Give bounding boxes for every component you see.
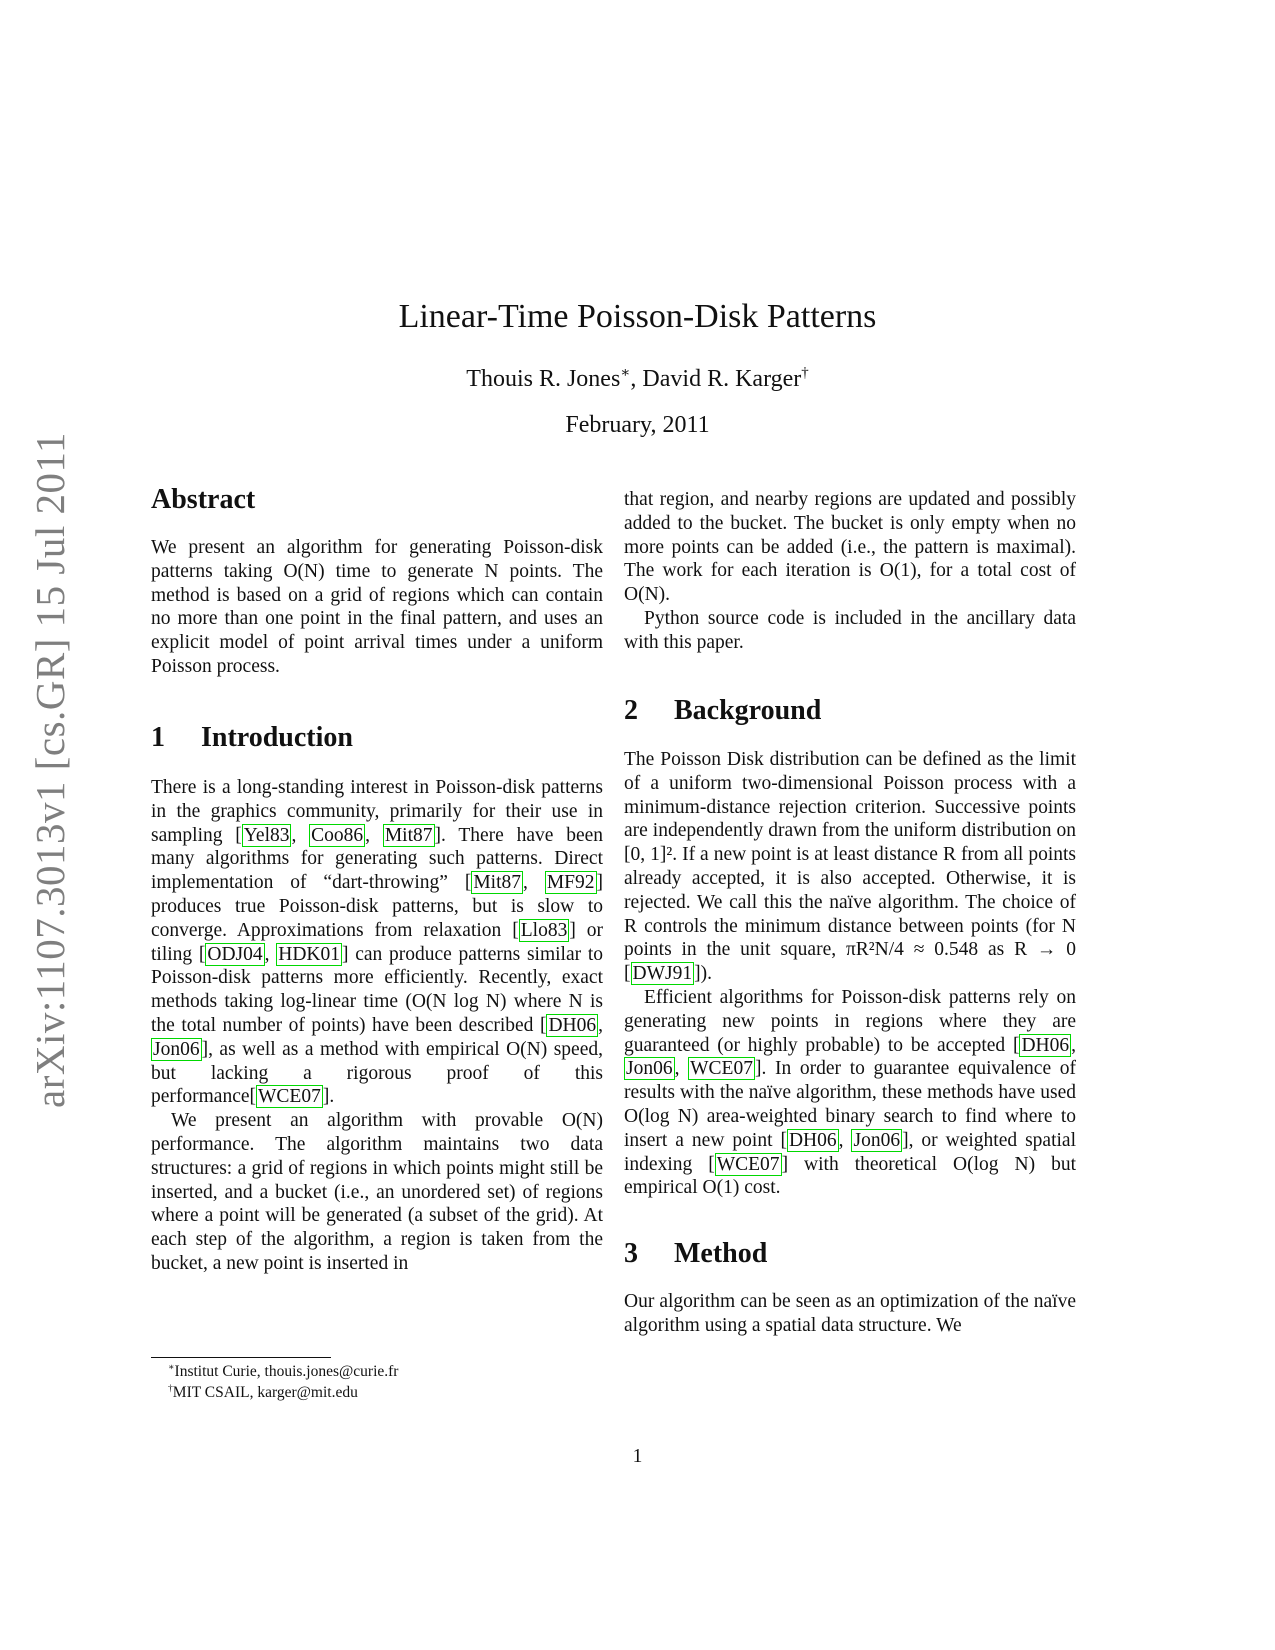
citation-link[interactable]: Mit87 (384, 824, 433, 846)
author-list: Thouis R. Jones∗, David R. Karger† (466, 365, 809, 392)
citation-link[interactable]: DH06 (788, 1129, 837, 1151)
background-paragraph: Efficient algorithms for Poisson-disk patterns rely on generating new points in regions where they are guaranteed (or highly probable) to be accepted [ DH06 , Jon06 , WCE07 ]. In order to guarantee equivalence of results with the naïve algorithm, these methods have used O(log N) area-weighted binary search to find where to insert a new point [ DH06 , Jon06 ], or weighted spatial indexing [ WCE07 ] with theoretical O(log N) but empirical O(1) cost. (624, 986, 1077, 1199)
author-jones: Thouis R. Jones (466, 366, 621, 392)
footnote-rule (151, 1357, 331, 1358)
background-paragraph: The Poisson Disk distribution can be defined as the limit of a uniform two-dimensional Poisson process with a minimum-distance rejection criterion. Successive points are independently drawn from the uniform distribution on [0, 1]². If a new point is at least distance R from all points already accepted, it is also accepted. Otherwise, it is rejected. We call this the naïve algorithm. The choice of R controls the minimum distance between points (for N points in the unit square, πR²N/4 ≈ 0.548 as R → 0 [ DWJ91 ]). (624, 749, 1076, 985)
author-karger: David R. Karger (642, 366, 802, 392)
citation-link[interactable]: WCE07 (258, 1086, 321, 1108)
abstract-body (151, 536, 603, 679)
intro-continuation (624, 488, 1076, 655)
intro-paragraph: that region, and nearby regions are updated and possibly added to the bucket. The bucket is only empty when no more points can be added (i.e., the pattern is maximal). The work for each iteration is O(1), for a total cost of O(N). (624, 489, 1076, 606)
citation-link[interactable]: Coo86 (311, 824, 364, 846)
intro-paragraph: We present an algorithm with provable O(N) performance. The algorithm maintains two data structures: a grid of regions in which points might still be inserted, and a bucket (i.e., an unordered set) of regions where a point will be generated (a subset of the grid). At each step of the algorithm, a region is taken from the bucket, a new point is inserted in (151, 1110, 603, 1274)
intro-paragraph: There is a long-standing interest in Poisson-disk patterns in the graphics community, primarily for their use in sampling [ Yel83 , Coo86 , Mit87 ]. There have been many algorithms for generating such patterns. Direct implementation of “dart-throwing” [ Mit87 , MF92 ] produces true Poisson-disk patterns, but is slow to converge. Approximations from relaxation [ Llo83 ] or tiling [ ODJ04 , HDK01 ] can produce patterns similar to Poisson-disk patterns more efficiently. Recently, exact methods taking log-linear time (O(N log N) where N is the total number of points) have been described [ DH06 , Jon06 ], as well as a method with empirical O(N) speed, but lacking a rigorous proof of this performance[ WCE07 ]. (151, 777, 603, 1108)
abstract-heading: Abstract (151, 484, 256, 515)
citation-link[interactable]: Mit87 (473, 872, 522, 894)
arxiv-identifier: arXiv:1107.3013v1 [cs.GR] 15 Jul 2011 (27, 432, 73, 1108)
citation-link[interactable]: DWJ91 (632, 963, 693, 985)
citation-link[interactable]: Jon06 (626, 1058, 673, 1080)
intro-paragraph: Python source code is included in the ancillary data with this paper. (624, 607, 1076, 653)
citation-link[interactable]: Jon06 (153, 1038, 200, 1060)
citation-link[interactable]: ODJ04 (207, 943, 263, 965)
footnote: †MIT CSAIL, karger@mit.edu (168, 1382, 358, 1401)
citation-link[interactable]: MF92 (546, 872, 595, 894)
paper-title: Linear-Time Poisson-Disk Patterns (398, 298, 877, 335)
citation-link[interactable]: WCE07 (690, 1058, 753, 1080)
section-heading-method: 3 Method (624, 1238, 768, 1269)
section-heading-background: 2 Background (624, 695, 822, 726)
footnote-mark: ∗ (620, 365, 631, 381)
page-number: 1 (632, 1446, 643, 1467)
method-paragraph: Our algorithm can be seen as an optimization of the naïve algorithm using a spatial data structure. We (624, 1291, 1076, 1336)
citation-link[interactable]: Llo83 (520, 919, 568, 941)
footnote: ∗Institut Curie, thouis.jones@curie.fr (168, 1361, 399, 1380)
introduction-body (151, 776, 603, 1276)
publication-date: February, 2011 (565, 412, 710, 438)
method-body (624, 1290, 1076, 1338)
citation-link[interactable]: Yel83 (243, 824, 290, 846)
background-body (624, 748, 1076, 1200)
section-heading-introduction: 1 Introduction (151, 722, 353, 753)
citation-link[interactable]: HDK01 (278, 943, 340, 965)
footnote-mark: † (801, 365, 809, 381)
abstract-text: We present an algorithm for generating Poisson-disk patterns taking O(N) time to generate N points. The method is based on a grid of regions which can contain no more than one point in the final pattern, and uses an explicit model of point arrival times under a uniform Poisson process. (151, 537, 603, 677)
citation-link[interactable]: Jon06 (853, 1129, 901, 1151)
citation-link[interactable]: DH06 (548, 1014, 597, 1036)
citation-link[interactable]: DH06 (1021, 1034, 1070, 1056)
citation-link[interactable]: WCE07 (716, 1153, 780, 1175)
arxiv-sidebar-stamp (27, 432, 73, 1108)
footnotes (168, 1361, 398, 1403)
